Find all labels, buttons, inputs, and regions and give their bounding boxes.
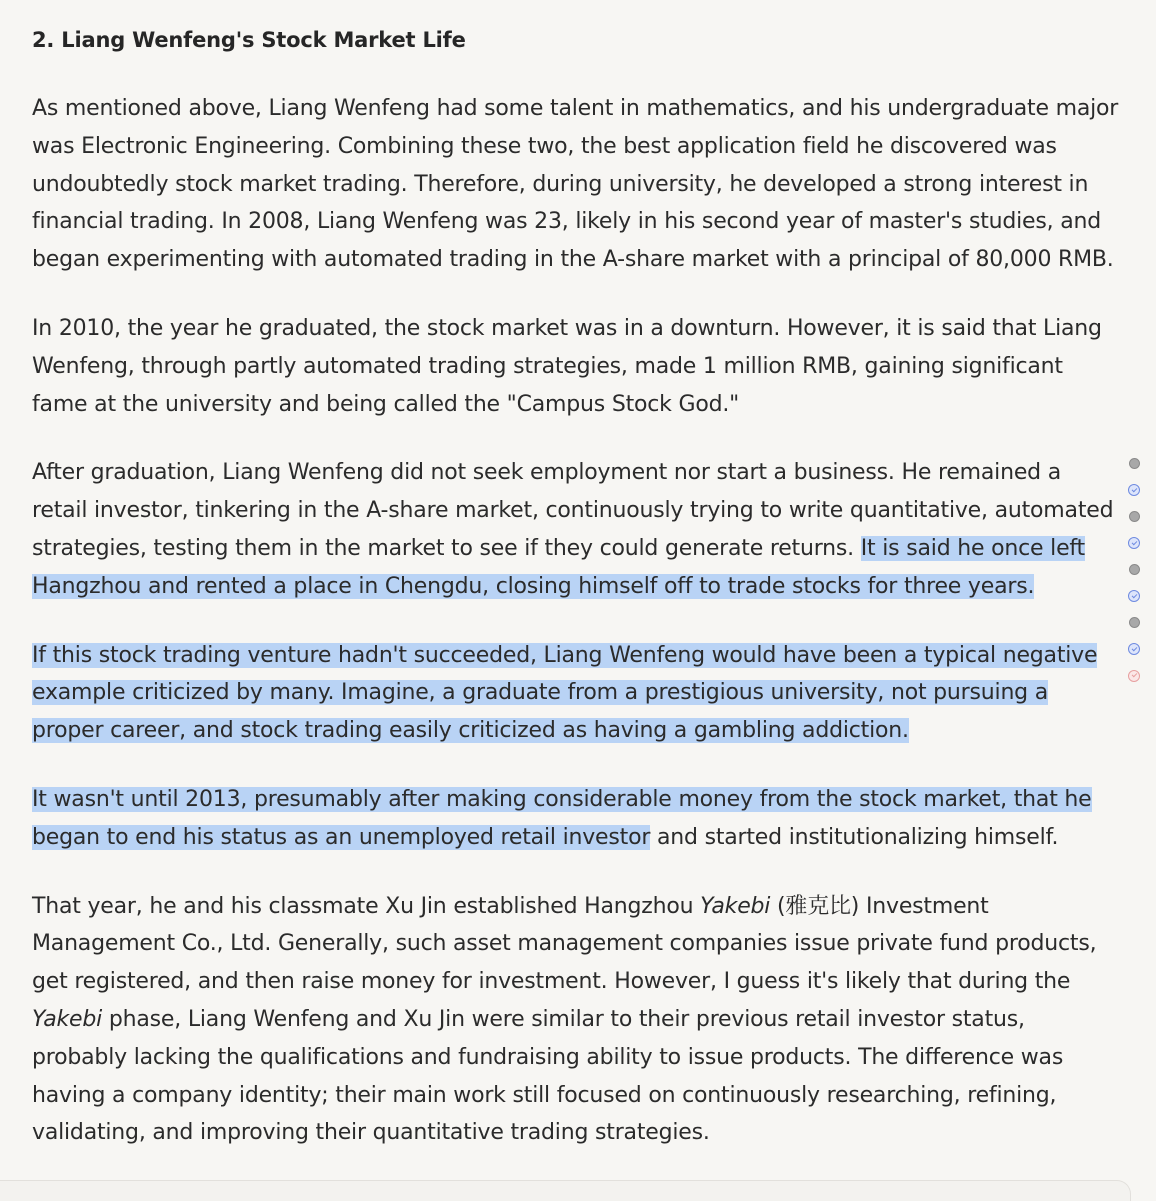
blue-check-icon[interactable]: [1128, 590, 1140, 602]
paragraph-2: In 2010, the year he graduated, the stock market was in a downturn. However, it is said that Liang Wenfeng, through partly automated trading strategies, made 1 million RMB, gaining significant fame at the university and being called the "Campus Stock God.": [32, 315, 1102, 417]
paragraph-4: [32, 637, 1122, 750]
paragraph-5-text: and started institutionalizing himself.: [650, 824, 1059, 850]
paragraph-5: [32, 781, 1122, 857]
bottom-panel-edge: [0, 1180, 1131, 1201]
paragraph-5-highlight[interactable]: It wasn't until 2013, presumably after making considerable money from the stock market, that he began to end his status as an unemployed retail investor: [32, 786, 1092, 850]
paragraph-6-text-e: phase, Liang Wenfeng and Xu Jin were similar to their previous retail investor status, probably lacking the qualifications and fundraising ability to issue products. The difference was having a company identity; their main work still focused on continuously researching, refining, validating, and improving their quantitative trading strategies.: [32, 1006, 1064, 1146]
gray-dot-icon[interactable]: [1129, 617, 1140, 628]
company-name-italic: Yakebi: [32, 1006, 103, 1032]
side-annotation-nav: [1126, 458, 1142, 697]
red-check-icon[interactable]: [1128, 670, 1140, 682]
article-body: [32, 22, 1122, 1183]
paragraph-6-text-c: (雅克比) Investment Management Co., Ltd. Generally, such asset management companies issue private fund products, get registered, and then raise money for investment. However, I guess it's likely that during the: [32, 893, 1097, 995]
gray-dot-icon[interactable]: [1129, 564, 1140, 575]
gray-dot-icon[interactable]: [1129, 511, 1140, 522]
gray-dot-icon[interactable]: [1129, 458, 1140, 469]
blue-check-icon[interactable]: [1128, 643, 1140, 655]
paragraph-4-highlight[interactable]: If this stock trading venture hadn't succeeded, Liang Wenfeng would have been a typical negative example criticized by many. Imagine, a graduate from a prestigious university, not pursuing a proper career, and stock trading easily criticized as having a gambling addiction.: [32, 642, 1098, 744]
paragraph-3-text: After graduation, Liang Wenfeng did not seek employment nor start a business. He remained a retail investor, tinkering in the A-share market, continuously trying to write quantitative, automated strategies, testing them in the market to see if they could generate returns.: [32, 460, 1114, 561]
paragraph-3: [32, 454, 1122, 605]
blue-check-icon[interactable]: [1128, 484, 1140, 496]
paragraph-3-highlight[interactable]: It is said he once left Hangzhou and rented a place in Chengdu, closing himself off to trade stocks for three years.: [32, 535, 1085, 599]
section-heading: 2. Liang Wenfeng's Stock Market Life: [32, 28, 466, 52]
company-name-italic: Yakebi: [700, 893, 771, 919]
paragraph-6-text-a: That year, he and his classmate Xu Jin established Hangzhou: [32, 893, 701, 919]
blue-check-icon[interactable]: [1128, 537, 1140, 549]
paragraph-1: As mentioned above, Liang Wenfeng had some talent in mathematics, and his undergraduate major was Electronic Engineering. Combining these two, the best application field he discovered was undoubtedly stock market trading. Therefore, during university, he developed a strong interest in financial trading. In 2008, Liang Wenfeng was 23, likely in his second year of master's studies, and began experimenting with automated trading in the A-share market with a principal of 80,000 RMB.: [32, 96, 1119, 273]
paragraph-6: [32, 888, 1122, 1153]
